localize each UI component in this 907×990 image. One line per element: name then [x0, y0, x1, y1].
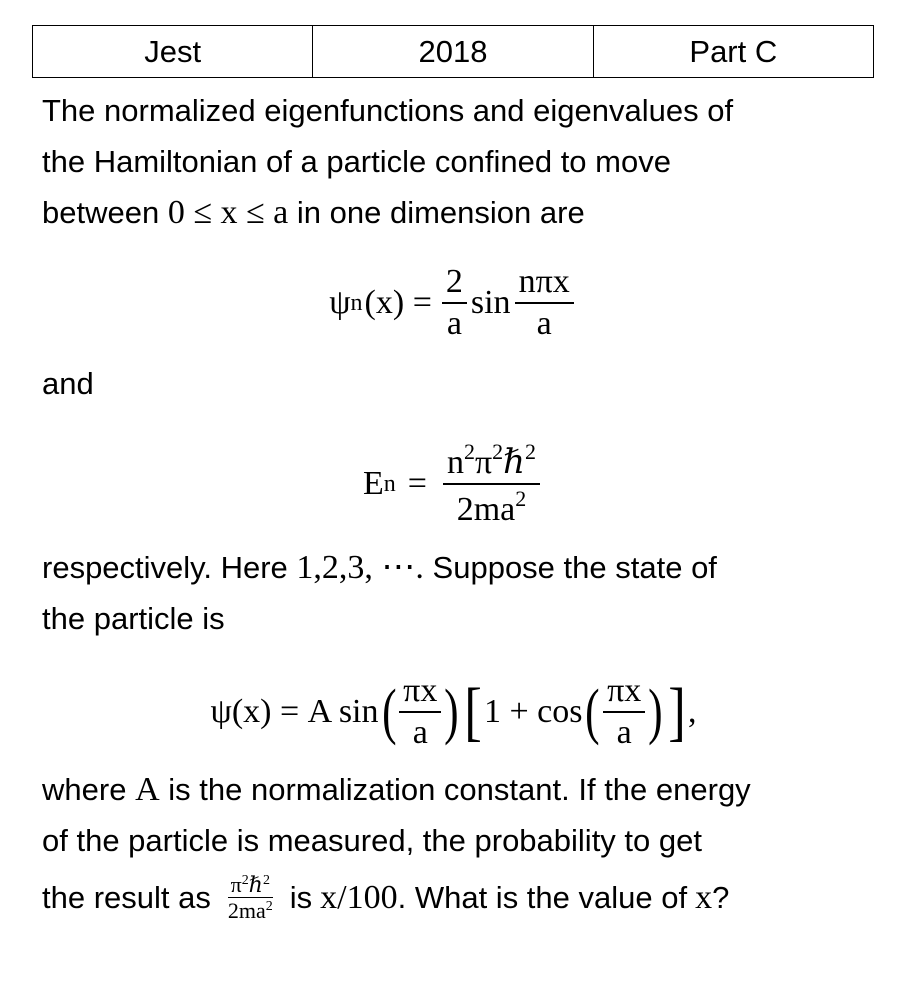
- eigenvalue-equation: E n = $\frac{n^2\pi^2\hbar^2}{2ma^2}$: [0, 436, 907, 532]
- arg-fraction: $\frac{\text{nπx}}{a}$: [515, 264, 574, 341]
- state-equation: ψ(x) = A sin ( $\frac{\pi x}{a}$ ) [ 1 + cos ( $\frac{\pi x}{a}$ ) ] ,: [210, 672, 697, 751]
- header-part: Part C: [593, 26, 873, 78]
- intro-line-2: the Hamiltonian of a particle confined to move: [42, 144, 671, 179]
- question-intro: [42, 85, 865, 238]
- where-line-1: where A is the normalization constant. If the energy: [42, 771, 751, 808]
- coef-fraction: $\frac{2}{a}$: [442, 264, 467, 341]
- resp-line-2: the particle is: [42, 601, 225, 636]
- resp-line-1: respectively. Here 1,2,3, ⋯. Suppose the state of: [42, 549, 717, 586]
- final-line: the result as $\frac{\pi^2\hbar^2}{2ma^2}$ is x/100 . What is the value of x ?: [42, 871, 730, 923]
- state-fraction-2: $\frac{\pi x}{a}$: [603, 673, 645, 750]
- header-table: [32, 25, 874, 78]
- and-text: and: [42, 366, 94, 401]
- range-math: 0 ≤ x ≤ a: [167, 194, 289, 231]
- respectively-paragraph: [42, 542, 865, 644]
- intro-line-1: The normalized eigenfunctions and eigenvalues of: [42, 93, 734, 128]
- final-fraction: $\frac{\pi^2\hbar^2}{2ma^2}$: [227, 871, 273, 923]
- state-fraction-1: $\frac{\pi x}{a}$: [399, 673, 441, 750]
- header-year: 2018: [313, 26, 593, 78]
- intro-line-3: between 0 ≤ x ≤ a in one dimension are: [42, 194, 585, 231]
- header-source: Jest: [33, 26, 313, 78]
- eigenfunction-equation: ψ n (x) = $\frac{2}{a}$ sin $\frac{\text{nπx}}{a}$: [0, 258, 907, 348]
- where-line-2: of the particle is measured, the probability to get: [42, 823, 702, 858]
- where-paragraph: [42, 764, 865, 866]
- energy-fraction: $\frac{n^2\pi^2\hbar^2}{2ma^2}$: [443, 440, 540, 527]
